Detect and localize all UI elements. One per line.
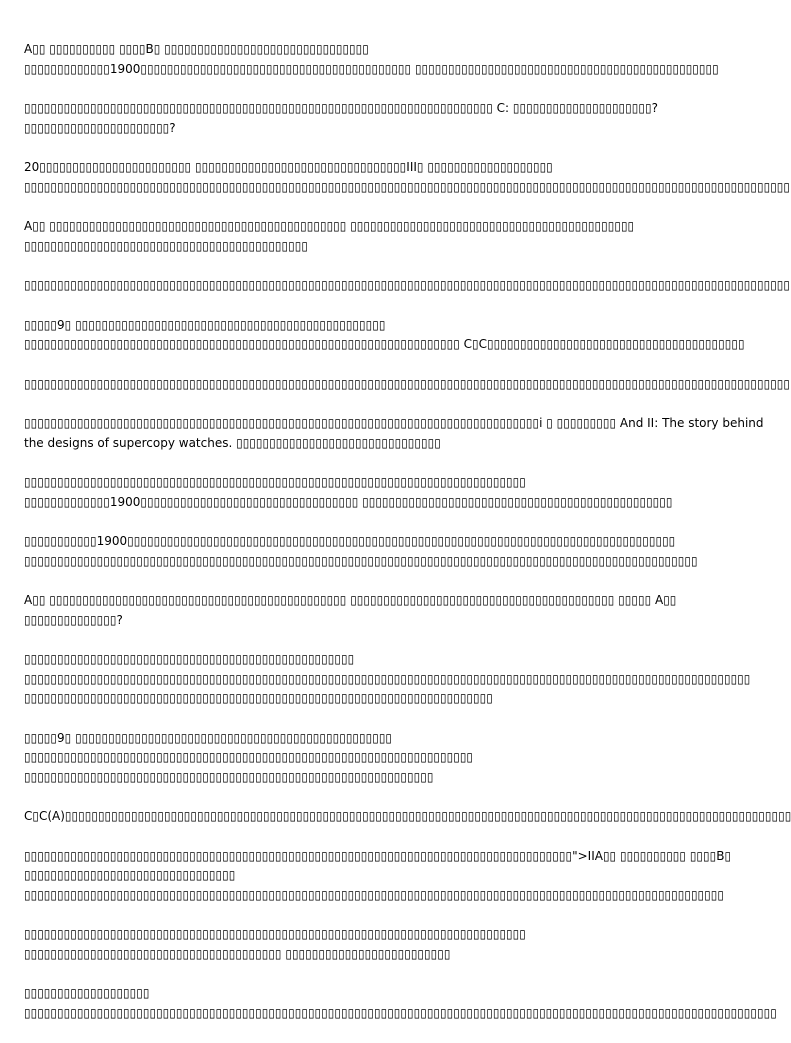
text-line: ▯▯▯▯▯▯▯▯▯▯▯▯▯▯? — [24, 612, 123, 627]
text-line: ▯▯▯▯▯▯▯▯▯▯▯▯▯▯▯▯▯▯▯▯▯▯▯▯▯▯▯▯▯▯▯▯▯▯▯▯▯▯▯▯▯▯▯▯▯▯▯▯▯▯▯▯▯▯▯▯▯▯▯▯▯▯▯▯▯▯▯▯▯▯▯▯▯▯▯▯ — [24, 475, 526, 489]
text-line: ▯▯▯▯▯▯▯▯▯▯▯▯▯▯▯▯▯▯▯▯▯▯▯▯▯▯▯▯▯▯▯▯▯▯▯▯▯▯▯▯▯▯▯▯▯▯▯▯▯▯▯▯▯▯▯▯▯▯▯▯▯▯▯▯▯▯▯▯▯▯▯ — [24, 691, 493, 705]
text-line: A▯▯ ▯▯▯▯▯▯▯▯▯▯▯▯▯▯▯▯▯▯▯▯▯▯▯▯▯▯▯▯▯▯▯▯▯▯▯▯▯▯▯▯▯▯▯▯▯ ▯▯▯▯▯▯▯▯▯▯▯▯▯▯▯▯▯▯▯▯▯▯▯▯▯▯▯▯▯▯▯▯▯▯▯▯▯▯▯▯▯▯▯ — [24, 219, 635, 233]
paragraph-13 — [24, 729, 696, 788]
text-line: ▯▯▯▯▯▯▯▯▯▯▯▯▯▯▯▯▯▯▯▯▯▯▯▯▯▯▯▯▯▯▯▯▯▯▯▯▯▯▯▯▯▯▯▯▯▯▯▯▯▯▯▯▯▯▯▯▯▯▯▯▯▯▯▯▯▯▯▯ — [24, 750, 474, 764]
text-line: ▯▯▯▯▯▯▯▯▯▯▯▯▯▯▯▯▯▯▯▯▯▯▯▯▯▯▯▯▯▯▯▯▯▯▯▯▯▯▯▯▯▯▯▯▯▯▯▯▯▯▯▯▯▯▯▯▯▯▯▯▯▯▯▯▯▯▯▯▯▯▯▯▯▯▯▯▯▯▯▯▯▯▯▯▯▯▯▯▯▯▯▯▯▯▯▯▯▯▯▯▯▯▯▯▯▯▯▯▯▯▯▯▯▯ — [24, 1005, 777, 1020]
text-line: ▯▯▯▯▯▯▯▯▯▯▯▯▯▯▯▯▯▯▯▯▯▯▯▯▯▯▯▯▯▯▯▯▯▯▯▯▯▯▯▯▯▯▯▯▯▯▯▯▯▯▯▯▯▯▯▯▯▯▯▯▯▯▯▯▯▯▯▯▯▯▯▯▯▯▯▯▯▯▯▯▯▯▯▯▯▯▯▯▯▯▯▯▯▯▯▯▯▯▯▯▯▯ — [24, 553, 698, 568]
text-line: A▯▯ ▯▯▯▯▯▯▯▯▯▯ ▯▯▯▯B▯ ▯▯▯▯▯▯▯▯▯▯▯▯▯▯▯▯▯▯▯▯▯▯▯▯▯▯▯▯▯▯▯ — [24, 42, 369, 56]
text-line: ▯▯▯▯▯▯▯▯▯▯▯1900▯▯▯▯▯▯▯▯▯▯▯▯▯▯▯▯▯▯▯▯▯▯▯▯▯▯▯▯▯▯▯▯▯▯▯▯▯▯▯▯▯▯▯▯▯▯▯▯▯▯▯▯▯▯▯▯▯▯▯▯▯▯▯▯▯▯▯▯▯▯▯▯▯▯▯▯▯▯▯▯▯▯▯ — [24, 534, 676, 548]
paragraph-11 — [24, 591, 696, 630]
text-line: ▯▯▯▯▯▯▯▯▯▯▯▯▯▯▯▯▯▯▯▯▯▯▯▯▯▯▯▯▯▯▯▯▯▯▯▯▯▯▯▯▯▯▯▯▯▯▯▯▯▯▯▯▯▯▯▯▯▯▯▯▯▯▯▯▯▯▯▯▯▯▯▯▯▯▯▯▯▯▯▯▯▯▯▯▯▯▯▯▯▯▯▯▯▯▯▯▯▯▯▯▯▯▯▯▯▯ — [24, 887, 724, 902]
text-line: ▯▯▯▯▯▯▯▯▯▯▯▯▯1900▯▯▯▯▯▯▯▯▯▯▯▯▯▯▯▯▯▯▯▯▯▯▯▯▯▯▯▯▯▯▯▯▯ ▯▯▯▯▯▯▯▯▯▯▯▯▯▯▯▯▯▯▯▯▯▯▯▯▯▯▯▯▯▯▯▯▯▯▯▯▯▯▯▯▯▯▯▯▯▯▯ — [24, 494, 673, 509]
paragraph-9 — [24, 473, 696, 512]
text-line: ▯▯▯▯▯▯▯▯▯▯▯▯▯1900▯▯▯▯▯▯▯▯▯▯▯▯▯▯▯▯▯▯▯▯▯▯▯▯▯▯▯▯▯▯▯▯▯▯▯▯▯▯▯▯▯ ▯▯▯▯▯▯▯▯▯▯▯▯▯▯▯▯▯▯▯▯▯▯▯▯▯▯▯▯▯▯▯▯▯▯▯▯▯▯▯▯▯▯▯▯▯▯ — [24, 61, 719, 76]
paragraph-10 — [24, 532, 696, 571]
paragraph-12 — [24, 650, 751, 709]
text-line: ▯▯▯▯▯▯▯▯▯▯▯▯▯▯▯▯▯▯▯▯▯▯▯▯▯▯▯▯▯▯▯▯ — [24, 868, 236, 882]
paragraph-7 — [24, 375, 791, 395]
paragraph-8 — [24, 414, 764, 453]
paragraph-6 — [24, 316, 745, 355]
paragraph-2 — [24, 99, 696, 138]
paragraph-17 — [24, 984, 777, 1023]
text-line: ▯▯▯▯▯▯▯▯▯▯▯▯▯▯▯▯▯▯▯▯▯▯▯▯▯▯▯▯▯▯▯▯▯▯▯▯▯▯▯ ▯▯▯▯▯▯▯▯▯▯▯▯▯▯▯▯▯▯▯▯▯▯▯▯▯ — [24, 946, 451, 961]
text-line: ▯▯▯▯▯▯▯▯▯▯▯▯▯▯▯▯▯▯▯▯▯▯▯▯▯▯▯▯▯▯▯▯▯▯▯▯▯▯▯▯▯▯▯▯▯▯▯▯▯▯▯▯▯▯▯▯▯▯▯▯▯▯▯▯▯▯▯▯▯▯▯▯▯▯▯▯▯▯▯▯▯▯▯▯▯▯▯▯▯▯▯▯▯▯▯▯▯▯▯▯▯▯▯▯▯▯▯▯▯▯ — [24, 671, 751, 686]
paragraph-3 — [24, 158, 791, 197]
text-line: ▯▯▯▯▯▯▯▯▯▯▯▯▯▯▯▯▯▯▯▯▯▯▯▯▯▯▯▯▯▯▯▯▯▯▯▯▯▯▯▯▯▯▯▯▯▯▯▯▯▯▯▯▯▯▯▯▯▯▯▯▯▯▯▯▯▯▯▯▯▯▯▯▯▯▯▯▯▯▯▯▯▯▯▯▯▯▯▯▯▯▯▯▯▯▯▯▯▯▯▯▯▯▯▯▯▯▯▯▯▯▯▯▯▯▯▯ — [24, 376, 791, 391]
paragraph-1 — [24, 40, 719, 79]
text-line: C▯C(A)▯▯▯▯▯▯▯▯▯▯▯▯▯▯▯▯▯▯▯▯▯▯▯▯▯▯▯▯▯▯▯▯▯▯▯▯▯▯▯▯▯▯▯▯▯▯▯▯▯▯▯▯▯▯▯▯▯▯▯▯▯▯▯▯▯▯▯▯▯▯▯▯▯▯▯▯▯▯▯▯▯▯▯▯▯▯▯▯▯▯▯▯▯▯▯▯▯▯▯▯▯▯▯▯▯▯▯▯▯▯ — [24, 809, 791, 823]
paragraph-5 — [24, 276, 791, 296]
document-body — [24, 40, 791, 1043]
text-line: ▯▯▯▯▯▯▯▯▯▯▯▯▯▯▯▯▯▯▯▯▯▯▯▯▯▯▯▯▯▯▯▯▯▯▯▯▯▯▯▯▯▯▯▯▯▯▯▯▯▯▯▯▯▯▯▯▯▯▯▯▯▯▯▯▯▯▯▯▯▯▯▯▯▯▯▯▯▯▯▯▯▯▯">IIA▯▯ ▯▯▯▯▯▯▯▯▯▯ ▯▯▯▯B▯ — [24, 848, 732, 863]
text-line: ▯▯▯▯▯▯▯▯▯▯▯▯▯▯▯▯▯▯▯▯▯▯▯▯▯▯▯▯▯▯▯▯▯▯▯▯▯▯▯▯▯▯▯▯▯▯▯▯▯▯▯▯▯▯▯▯▯▯▯▯▯▯▯▯▯▯▯▯▯▯▯ C: ▯▯▯▯▯▯▯▯▯▯▯▯▯▯▯▯▯▯▯▯▯? — [24, 101, 658, 115]
text-line: ▯▯▯▯▯▯▯▯▯▯▯▯▯▯▯▯▯▯▯▯▯▯▯▯▯▯▯▯▯▯▯▯▯▯▯▯▯▯▯▯▯▯▯▯▯▯▯▯▯▯▯▯▯▯▯▯▯▯▯▯▯▯▯▯▯▯▯▯▯▯▯▯▯▯▯▯▯▯▯▯▯▯▯▯▯▯▯▯▯▯▯▯▯▯▯▯▯▯▯▯▯▯▯▯▯▯▯▯▯▯▯▯▯▯▯▯ — [24, 278, 791, 292]
paragraph-14 — [24, 807, 791, 827]
text-line: ▯▯▯▯▯9▯ ▯▯▯▯▯▯▯▯▯▯▯▯▯▯▯▯▯▯▯▯▯▯▯▯▯▯▯▯▯▯▯▯▯▯▯▯▯▯▯▯▯▯▯▯▯▯▯ — [24, 317, 386, 332]
paragraph-16 — [24, 925, 696, 964]
text-line: the designs of supercopy watches. ▯▯▯▯▯▯▯▯▯▯▯▯▯▯▯▯▯▯▯▯▯▯▯▯▯▯▯▯▯▯▯ — [24, 435, 441, 450]
text-line: 20▯▯▯▯▯▯▯▯▯▯▯▯▯▯▯▯▯▯▯▯▯▯▯ ▯▯▯▯▯▯▯▯▯▯▯▯▯▯▯▯▯▯▯▯▯▯▯▯▯▯▯▯▯▯▯▯III▯ ▯▯▯▯▯▯▯▯▯▯▯▯▯▯▯▯▯▯▯ — [24, 160, 553, 174]
paragraph-4 — [24, 217, 696, 256]
paragraph-15 — [24, 847, 732, 906]
text-line: ▯▯▯▯▯▯▯▯▯▯▯▯▯▯▯▯▯▯▯▯▯▯▯▯▯▯▯▯▯▯▯▯▯▯▯▯▯▯▯▯▯▯▯▯▯▯▯▯▯▯ — [24, 652, 355, 666]
text-line: ▯▯▯▯▯▯▯▯▯▯▯▯▯▯▯▯▯▯▯▯▯▯▯▯▯▯▯▯▯▯▯▯▯▯▯▯▯▯▯▯▯▯▯ — [24, 238, 308, 253]
text-line: ▯▯▯▯▯▯▯▯▯▯▯▯▯▯▯▯▯▯▯▯▯▯▯▯▯▯▯▯▯▯▯▯▯▯▯▯▯▯▯▯▯▯▯▯▯▯▯▯▯▯▯▯▯▯▯▯▯▯▯▯▯▯▯▯▯▯▯▯▯▯▯▯▯▯▯▯▯▯i ▯ ▯▯▯▯▯▯▯▯▯ And II: The story behind — [24, 416, 764, 430]
text-line: ▯▯▯▯▯▯▯▯▯▯▯▯▯▯▯▯▯▯▯▯▯▯? — [24, 120, 176, 135]
text-line: ▯▯▯▯▯▯▯▯▯▯▯▯▯▯▯▯▯▯▯▯▯▯▯▯▯▯▯▯▯▯▯▯▯▯▯▯▯▯▯▯▯▯▯▯▯▯▯▯▯▯▯▯▯▯▯▯▯▯▯▯▯▯▯▯▯▯ C▯C▯▯▯▯▯▯▯▯▯▯▯▯▯▯▯▯▯▯▯▯▯▯▯▯▯▯▯▯▯▯▯▯▯▯▯▯▯▯▯ — [24, 337, 745, 351]
text-line: ▯▯▯▯▯▯▯▯▯▯▯▯▯▯▯▯▯▯▯▯▯▯▯▯▯▯▯▯▯▯▯▯▯▯▯▯▯▯▯▯▯▯▯▯▯▯▯▯▯▯▯▯▯▯▯▯▯▯▯▯▯▯▯▯▯▯▯▯▯▯▯▯▯▯▯▯▯▯▯▯▯▯▯▯▯▯▯▯▯▯▯▯▯▯▯▯▯▯▯▯▯▯▯▯▯▯▯▯▯▯▯▯▯▯▯▯ — [24, 179, 791, 194]
text-line: ▯▯▯▯▯▯▯▯▯▯▯▯▯▯▯▯▯▯▯ — [24, 986, 150, 1000]
text-line: A▯▯ ▯▯▯▯▯▯▯▯▯▯▯▯▯▯▯▯▯▯▯▯▯▯▯▯▯▯▯▯▯▯▯▯▯▯▯▯▯▯▯▯▯▯▯▯▯ ▯▯▯▯▯▯▯▯▯▯▯▯▯▯▯▯▯▯▯▯▯▯▯▯▯▯▯▯▯▯▯▯▯▯▯▯▯▯▯▯ ▯▯▯▯▯ A▯▯ — [24, 593, 677, 607]
text-line: ▯▯▯▯▯▯▯▯▯▯▯▯▯▯▯▯▯▯▯▯▯▯▯▯▯▯▯▯▯▯▯▯▯▯▯▯▯▯▯▯▯▯▯▯▯▯▯▯▯▯▯▯▯▯▯▯▯▯▯▯▯▯▯▯▯▯▯▯▯▯▯▯▯▯▯▯ — [24, 927, 526, 941]
text-line: ▯▯▯▯▯▯▯▯▯▯▯▯▯▯▯▯▯▯▯▯▯▯▯▯▯▯▯▯▯▯▯▯▯▯▯▯▯▯▯▯▯▯▯▯▯▯▯▯▯▯▯▯▯▯▯▯▯▯▯▯▯▯ — [24, 769, 434, 784]
text-line: ▯▯▯▯▯9▯ ▯▯▯▯▯▯▯▯▯▯▯▯▯▯▯▯▯▯▯▯▯▯▯▯▯▯▯▯▯▯▯▯▯▯▯▯▯▯▯▯▯▯▯▯▯▯▯▯ — [24, 730, 393, 745]
